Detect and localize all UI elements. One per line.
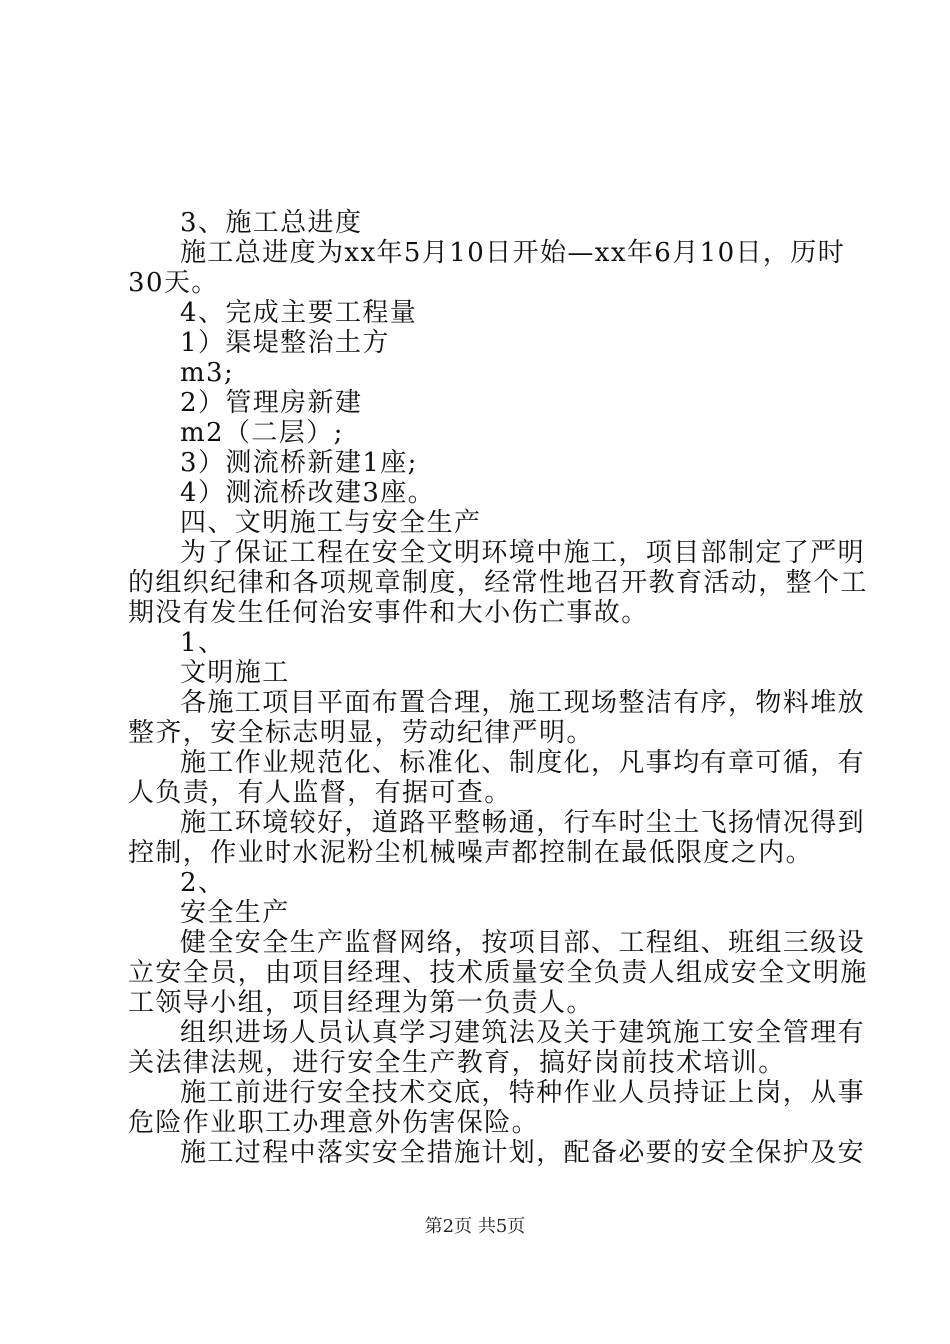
text-line: 3、施工总进度 (180, 208, 363, 238)
text-line: 组织进场人员认真学习建筑法及关于建筑施工安全管理有 (180, 1018, 866, 1048)
text-line: 2）管理房新建 (180, 388, 363, 418)
text-line: 施工前进行安全技术交底，特种作业人员持证上岗，从事 (180, 1078, 866, 1108)
text-line: 4、完成主要工程量 (180, 298, 418, 328)
text-line: 1）渠堤整治土方 (180, 328, 390, 358)
text-line: 工领导小组，项目经理为第一负责人。 (128, 988, 594, 1018)
text-line: 2、 (180, 868, 226, 898)
text-line: 1、 (180, 628, 226, 658)
text-line: 施工环境较好，道路平整畅通，行车时尘土飞扬情况得到 (180, 808, 866, 838)
text-line: 人负责，有人监督，有据可查。 (128, 778, 512, 808)
text-line: 施工作业规范化、标准化、制度化，凡事均有章可循，有 (180, 748, 866, 778)
text-line: 立安全员，由项目经理、技术质量安全负责人组成安全文明施 (128, 958, 868, 988)
page-footer: 第2页 共5页 (424, 1216, 526, 1237)
text-line: 健全安全生产监督网络，按项目部、工程组、班组三级设 (180, 928, 866, 958)
text-line: 各施工项目平面布置合理，施工现场整洁有序，物料堆放 (180, 688, 866, 718)
text-line: 施工总进度为xx年5月10日开始—xx年6月10日，历时 (180, 238, 846, 268)
text-line: 的组织纪律和各项规章制度，经常性地召开教育活动，整个工 (128, 568, 868, 598)
text-line: m3; (180, 358, 235, 388)
text-line: 文明施工 (180, 658, 290, 688)
text-line: 危险作业职工办理意外伤害保险。 (128, 1108, 540, 1138)
text-line: 30天。 (128, 268, 219, 298)
text-line: 施工过程中落实安全措施计划，配备必要的安全保护及安 (180, 1138, 866, 1168)
text-line: 关法律法规，进行安全生产教育，搞好岗前技术培训。 (128, 1048, 786, 1078)
text-line: 4）测流桥改建3座。 (180, 478, 436, 508)
text-line: 控制，作业时水泥粉尘机械噪声都控制在最低限度之内。 (128, 838, 814, 868)
document-body (128, 208, 868, 1168)
text-line: m2（二层）; (180, 418, 344, 448)
text-line: 为了保证工程在安全文明环境中施工，项目部制定了严明 (180, 538, 866, 568)
text-line: 期没有发生任何治安事件和大小伤亡事故。 (128, 598, 649, 628)
text-line: 安全生产 (180, 898, 290, 928)
text-line: 整齐，安全标志明显，劳动纪律严明。 (128, 718, 594, 748)
text-line: 四、文明施工与安全生产 (180, 508, 482, 538)
text-line: 3）测流桥新建1座; (180, 448, 418, 478)
